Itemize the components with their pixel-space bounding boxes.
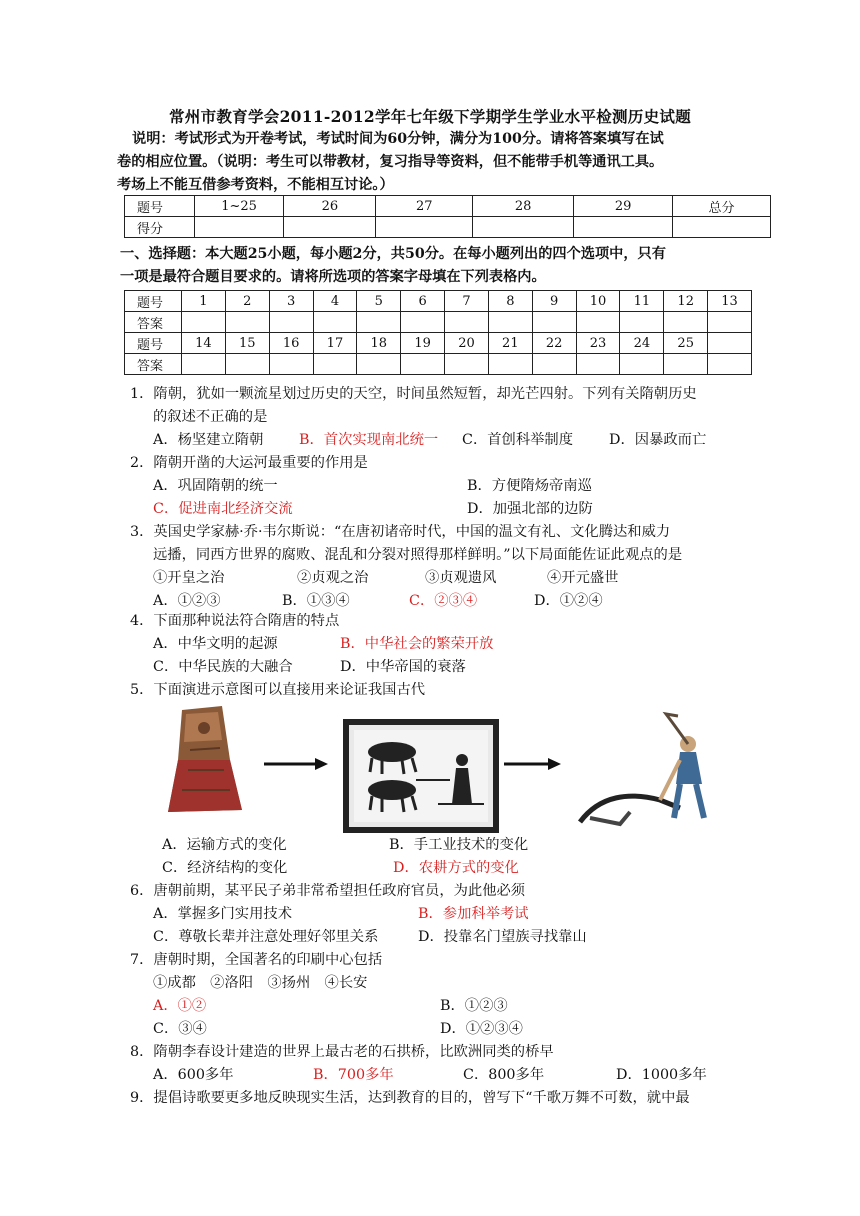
answer-q-num: 9 xyxy=(532,291,576,312)
answer-cell[interactable] xyxy=(664,354,708,375)
answer-cell[interactable] xyxy=(576,312,620,333)
answer-cell[interactable] xyxy=(445,354,489,375)
answer-q-num: 5 xyxy=(357,291,401,312)
answer-table xyxy=(124,290,752,375)
q9-stem: 9．提倡诗歌要更多地反映现实生活，达到教育的目的，曾写下“千歌万舞不可数，就中最 xyxy=(130,1090,690,1106)
answer-cell[interactable] xyxy=(225,354,269,375)
q6-option-a: A．掌握多门实用技术 xyxy=(153,906,292,922)
q7-stem: 7．唐朝时期，全国著名的印刷中心包括 xyxy=(130,952,383,968)
q5-option-a: A．运输方式的变化 xyxy=(162,837,287,853)
arrow-right-icon xyxy=(504,758,561,770)
answer-q-label: 题号 xyxy=(125,291,182,312)
q5-option-b: B．手工业技术的变化 xyxy=(389,837,529,853)
answer-q-num: 20 xyxy=(445,333,489,354)
table-row xyxy=(125,291,752,312)
q2-option-a: A．巩固隋朝的统一 xyxy=(153,478,278,494)
table-row xyxy=(125,312,752,333)
q1-stem-line-2: 的叙述不正确的是 xyxy=(153,409,268,425)
q2-option-b: B．方便隋炀帝南巡 xyxy=(467,478,592,494)
score-col-27: 27 xyxy=(376,196,473,217)
answer-cell[interactable] xyxy=(225,312,269,333)
table-row xyxy=(125,196,771,217)
q6-option-c: C．尊敬长辈并注意处理好邻里关系 xyxy=(153,929,379,945)
score-col-total: 总分 xyxy=(673,196,771,217)
q5-option-c: C．经济结构的变化 xyxy=(162,860,288,876)
ancient-tool-icon xyxy=(168,706,242,812)
ox-plowing-relief-icon xyxy=(346,722,496,830)
q1-option-c: C．首创科举制度 xyxy=(462,432,574,448)
answer-a-label: 答案 xyxy=(125,354,182,375)
answer-cell[interactable] xyxy=(664,312,708,333)
answer-cell[interactable] xyxy=(313,312,357,333)
answer-cell[interactable] xyxy=(576,354,620,375)
q7-option-b: B．①②③ xyxy=(440,998,508,1014)
q7-option-a: A．①② xyxy=(153,998,207,1014)
q6-option-d: D．投靠名门望族寻找靠山 xyxy=(418,929,587,945)
answer-q-num: 1 xyxy=(182,291,226,312)
q3-option-c: C．②③④ xyxy=(409,593,478,609)
q4-stem: 4．下面那种说法符合隋唐的特点 xyxy=(130,613,340,629)
score-table xyxy=(124,195,771,238)
table-row xyxy=(125,333,752,354)
q2-stem: 2．隋朝开凿的大运河最重要的作用是 xyxy=(130,455,368,471)
q3-item-1: ①开皇之治 xyxy=(153,570,225,586)
answer-q-num: 2 xyxy=(225,291,269,312)
answer-cell[interactable] xyxy=(708,354,752,375)
score-row-label: 得分 xyxy=(125,217,195,238)
answer-q-num: 8 xyxy=(488,291,532,312)
q8-option-b: B．700多年 xyxy=(313,1067,394,1083)
answer-q-num: 6 xyxy=(401,291,445,312)
answer-q-num: 17 xyxy=(313,333,357,354)
score-cell[interactable] xyxy=(574,217,673,238)
answer-cell[interactable] xyxy=(401,354,445,375)
q3-stem-line-1: 3．英国史学家赫·乔·韦尔斯说：“在唐初诸帝时代，中国的温文有礼、文化腾达和威力 xyxy=(130,524,671,540)
answer-q-num: 22 xyxy=(532,333,576,354)
q8-stem: 8．隋朝李春设计建造的世界上最古老的石拱桥，比欧洲同类的桥早 xyxy=(130,1044,554,1060)
answer-cell[interactable] xyxy=(401,312,445,333)
score-cell[interactable] xyxy=(284,217,376,238)
score-header-label: 题号 xyxy=(125,196,195,217)
q5-option-d: D．农耕方式的变化 xyxy=(393,860,519,876)
q3-option-a: A．①②③ xyxy=(153,593,221,609)
answer-q-num: 25 xyxy=(664,333,708,354)
answer-q-num: 4 xyxy=(313,291,357,312)
answer-cell[interactable] xyxy=(708,312,752,333)
q3-option-b: B．①③④ xyxy=(282,593,350,609)
q8-option-c: C．800多年 xyxy=(463,1067,545,1083)
answer-cell[interactable] xyxy=(488,312,532,333)
q3-stem-line-2: 远播，同西方世界的腐败、混乱和分裂对照得那样鲜明。”以下局面能佐证此观点的是 xyxy=(153,547,683,563)
q4-option-d: D．中华帝国的衰落 xyxy=(340,659,466,675)
q3-option-d: D．①②④ xyxy=(534,593,603,609)
answer-q-num: 21 xyxy=(488,333,532,354)
q4-option-a: A．中华文明的起源 xyxy=(153,636,278,652)
answer-a-label: 答案 xyxy=(125,312,182,333)
score-cell[interactable] xyxy=(673,217,771,238)
answer-q-num: 14 xyxy=(182,333,226,354)
q1-stem-line-1: 1．隋朝，犹如一颗流星划过历史的天空，时间虽然短暂，却光芒四射。下列有关隋朝历史 xyxy=(130,386,697,402)
answer-cell[interactable] xyxy=(532,312,576,333)
answer-cell[interactable] xyxy=(620,312,664,333)
table-row xyxy=(125,354,752,375)
score-col-26: 26 xyxy=(284,196,376,217)
q2-option-c: C．促进南北经济交流 xyxy=(153,501,293,517)
answer-q-num xyxy=(708,333,752,354)
section-1-heading-line-2: 一项是最符合题目要求的。请将所选项的答案字母填在下列表格内。 xyxy=(120,269,546,285)
score-cell[interactable] xyxy=(473,217,574,238)
answer-cell[interactable] xyxy=(182,354,226,375)
score-cell[interactable] xyxy=(376,217,473,238)
answer-q-num: 18 xyxy=(357,333,401,354)
answer-cell[interactable] xyxy=(620,354,664,375)
q3-item-2: ②贞观之治 xyxy=(297,570,369,586)
table-row xyxy=(125,217,771,238)
answer-cell[interactable] xyxy=(357,312,401,333)
q7-items: ①成都 ②洛阳 ③扬州 ④长安 xyxy=(153,975,368,991)
instructions-line-3: 考场上不能互借参考资料，不能相互讨论。） xyxy=(117,177,394,193)
q3-item-3: ③贞观遗风 xyxy=(425,570,497,586)
answer-cell[interactable] xyxy=(445,312,489,333)
answer-q-num: 7 xyxy=(445,291,489,312)
q7-option-c: C．③④ xyxy=(153,1021,207,1037)
q7-option-d: D．①②③④ xyxy=(440,1021,523,1037)
answer-q-num: 3 xyxy=(269,291,313,312)
q1-option-d: D．因暴政而亡 xyxy=(609,432,707,448)
instructions-line-2: 卷的相应位置。（说明：考生可以带教材，复习指导等资料，但不能带手机等通讯工具。 xyxy=(117,154,664,170)
score-cell[interactable] xyxy=(194,217,284,238)
score-col-1-25: 1~25 xyxy=(194,196,284,217)
answer-q-num: 23 xyxy=(576,333,620,354)
exam-title: 常州市教育学会2011-2012学年七年级下学期学生学业水平检测历史试题 xyxy=(168,107,691,126)
answer-cell[interactable] xyxy=(313,354,357,375)
farmer-with-plow-icon xyxy=(580,714,704,824)
answer-cell[interactable] xyxy=(532,354,576,375)
answer-q-num: 13 xyxy=(708,291,752,312)
answer-cell[interactable] xyxy=(488,354,532,375)
q3-item-4: ④开元盛世 xyxy=(547,570,619,586)
section-1-heading-line-1: 一、选择题：本大题25小题，每小题2分，共50分。在每小题列出的四个选项中，只有 xyxy=(120,246,666,262)
answer-cell[interactable] xyxy=(357,354,401,375)
q6-stem: 6．唐朝前期，某平民子弟非常希望担任政府官员，为此他必须 xyxy=(130,883,526,899)
q8-option-d: D．1000多年 xyxy=(616,1067,707,1083)
answer-q-num: 16 xyxy=(269,333,313,354)
score-col-29: 29 xyxy=(574,196,673,217)
q6-option-b: B．参加科举考试 xyxy=(418,906,529,922)
answer-q-label: 题号 xyxy=(125,333,182,354)
answer-cell[interactable] xyxy=(182,312,226,333)
score-col-28: 28 xyxy=(473,196,574,217)
q4-option-c: C．中华民族的大融合 xyxy=(153,659,293,675)
instructions-line-1: 说明：考试形式为开卷考试，考试时间为60分钟，满分为100分。请将答案填写在试 xyxy=(132,131,664,147)
q4-option-b: B．中华社会的繁荣开放 xyxy=(340,636,494,652)
answer-q-num: 19 xyxy=(401,333,445,354)
q1-option-a: A．杨坚建立隋朝 xyxy=(153,432,264,448)
farming-evolution-diagram xyxy=(160,700,720,835)
answer-q-num: 24 xyxy=(620,333,664,354)
q8-option-a: A．600多年 xyxy=(153,1067,234,1083)
arrow-right-icon xyxy=(264,758,328,770)
answer-q-num: 10 xyxy=(576,291,620,312)
answer-q-num: 11 xyxy=(620,291,664,312)
answer-cell[interactable] xyxy=(269,312,313,333)
answer-cell[interactable] xyxy=(269,354,313,375)
answer-q-num: 12 xyxy=(664,291,708,312)
q2-option-d: D．加强北部的边防 xyxy=(467,501,593,517)
answer-q-num: 15 xyxy=(225,333,269,354)
q5-stem: 5．下面演进示意图可以直接用来论证我国古代 xyxy=(130,682,426,698)
q1-option-b: B．首次实现南北统一 xyxy=(299,432,439,448)
